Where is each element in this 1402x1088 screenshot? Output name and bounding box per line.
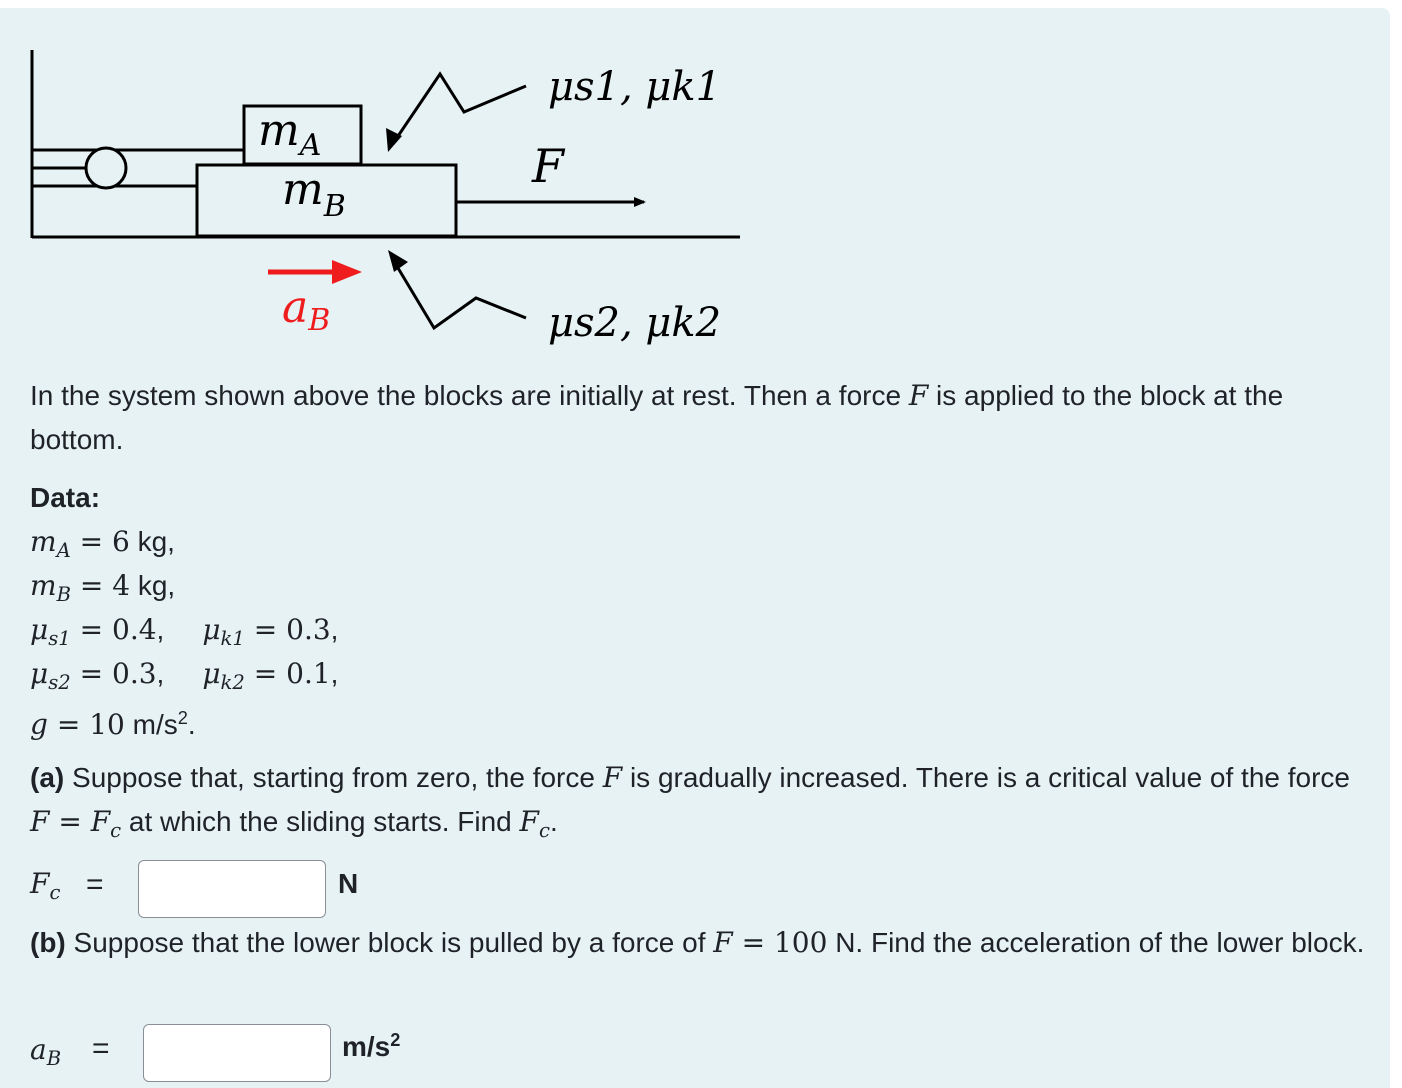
data-line-mass-b: $m_B = 4$ kg,: [30, 569, 176, 606]
friction-top-pointer: [394, 74, 526, 142]
part-b-answer-lhs: $a_B$: [30, 1033, 62, 1070]
force-label: F: [532, 139, 564, 193]
data-line-mass-a: $m_A = 6$ kg,: [30, 525, 175, 562]
part-a-answer-lhs: $F_c$: [30, 867, 61, 904]
data-line-mu-2: $\mu_{s2} = 0.3$, $\mu_{k2} = 0.1$,: [30, 657, 339, 694]
ab-answer-input[interactable]: [143, 1024, 331, 1082]
pulley: [86, 148, 126, 188]
part-b-unit: $m/s^2$: [342, 1030, 401, 1062]
part-b-equals: =: [92, 1032, 110, 1065]
intro-text: In the system shown above the blocks are initially at rest. Then a force F is applied to the block at the bottom.: [30, 379, 1284, 455]
acceleration-label: aB: [282, 282, 331, 338]
fc-answer-input[interactable]: [138, 860, 326, 918]
friction-bottom-pointer: [392, 258, 526, 328]
data-line-gravity: g = 10 $m/s^2$.: [30, 708, 196, 741]
part-b-text: (b) Suppose that the lower block is pulled by a force of F = 100 N. Find the acceleration of the lower block.: [30, 926, 1365, 959]
part-a-text: (a) Suppose that, starting from zero, the force F is gradually increased. There is a critical value of the force $F = F_c$ at which the sliding starts. Find $F_c$.: [30, 761, 1351, 842]
block-b-label: $m_B$: [282, 164, 346, 224]
friction-top-label: μs1, μk1: [548, 64, 722, 110]
block-system-diagram: [0, 40, 760, 350]
part-a-unit: N: [338, 868, 359, 899]
data-line-mu-1: $\mu_{s1} = 0.4$, $\mu_{k1} = 0.3$,: [30, 613, 339, 650]
part-a-equals: =: [86, 868, 104, 901]
friction-bottom-label: μs2, μk2: [548, 300, 722, 346]
block-a-label: $m_A$: [258, 105, 322, 163]
data-heading: Data:: [30, 482, 101, 513]
